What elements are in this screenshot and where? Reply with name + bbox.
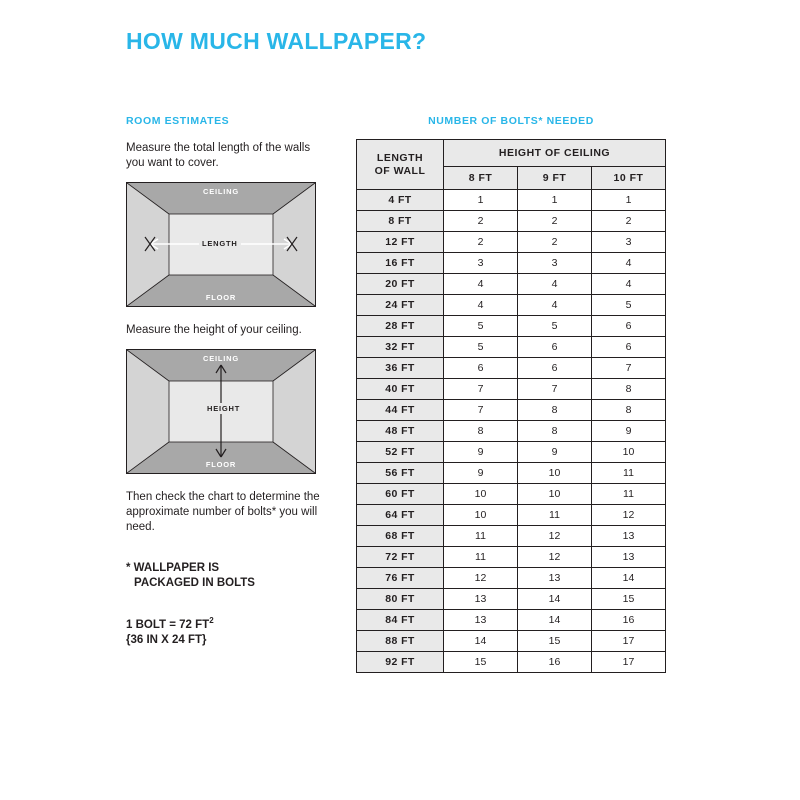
cell-bolts-10ft: 4	[592, 253, 666, 274]
table-row	[357, 253, 666, 274]
cell-bolts-8ft: 2	[444, 232, 518, 253]
column-header-10ft: 10 FT	[592, 167, 666, 190]
row-header-length: 4 FT	[357, 190, 444, 211]
cell-bolts-8ft: 11	[444, 526, 518, 547]
cell-bolts-8ft: 4	[444, 274, 518, 295]
bolt-equivalence-area: 1 BOLT = 72 FT	[126, 618, 210, 631]
cell-bolts-10ft: 5	[592, 295, 666, 316]
row-header-length: 24 FT	[357, 295, 444, 316]
table-header-row-1	[357, 140, 666, 167]
row-header-length: 36 FT	[357, 358, 444, 379]
table-row	[357, 211, 666, 232]
cell-bolts-9ft: 14	[518, 610, 592, 631]
cell-bolts-10ft: 13	[592, 526, 666, 547]
bolts-note-line-2: PACKAGED IN BOLTS	[134, 577, 255, 589]
cell-bolts-10ft: 14	[592, 568, 666, 589]
row-header-length: 8 FT	[357, 211, 444, 232]
cell-bolts-10ft: 6	[592, 316, 666, 337]
cell-bolts-9ft: 4	[518, 295, 592, 316]
table-row	[357, 463, 666, 484]
row-header-length: 28 FT	[357, 316, 444, 337]
room-diagram-height	[126, 349, 316, 474]
table-row	[357, 652, 666, 673]
table-row	[357, 337, 666, 358]
table-row	[357, 274, 666, 295]
cell-bolts-8ft: 5	[444, 316, 518, 337]
cell-bolts-9ft: 8	[518, 400, 592, 421]
table-row	[357, 526, 666, 547]
height-dimension-label: HEIGHT	[204, 403, 243, 414]
page-title: HOW MUCH WALLPAPER?	[126, 28, 427, 54]
cell-bolts-8ft: 14	[444, 631, 518, 652]
table-row	[357, 547, 666, 568]
table-row	[357, 631, 666, 652]
row-header-length: 56 FT	[357, 463, 444, 484]
cell-bolts-9ft: 4	[518, 274, 592, 295]
cell-bolts-10ft: 11	[592, 463, 666, 484]
cell-bolts-9ft: 10	[518, 484, 592, 505]
row-header-length: 72 FT	[357, 547, 444, 568]
cell-bolts-8ft: 7	[444, 379, 518, 400]
cell-bolts-9ft: 2	[518, 232, 592, 253]
row-header-length: 44 FT	[357, 400, 444, 421]
cell-bolts-9ft: 16	[518, 652, 592, 673]
cell-bolts-10ft: 11	[592, 484, 666, 505]
column-header-8ft: 8 FT	[444, 167, 518, 190]
length-header-line-2: OF WALL	[374, 164, 426, 177]
room-estimates-section	[126, 115, 336, 648]
column-header-9ft: 9 FT	[518, 167, 592, 190]
cell-bolts-8ft: 15	[444, 652, 518, 673]
height-of-ceiling-header: HEIGHT OF CEILING	[444, 140, 666, 167]
table-row	[357, 610, 666, 631]
cell-bolts-8ft: 11	[444, 547, 518, 568]
row-header-length: 40 FT	[357, 379, 444, 400]
table-row	[357, 232, 666, 253]
cell-bolts-9ft: 5	[518, 316, 592, 337]
bolt-equivalence-exponent: 2	[209, 616, 214, 625]
cell-bolts-10ft: 7	[592, 358, 666, 379]
table-row	[357, 400, 666, 421]
cell-bolts-8ft: 13	[444, 589, 518, 610]
cell-bolts-10ft: 3	[592, 232, 666, 253]
table-row	[357, 190, 666, 211]
cell-bolts-8ft: 9	[444, 442, 518, 463]
cell-bolts-10ft: 9	[592, 421, 666, 442]
row-header-length: 16 FT	[357, 253, 444, 274]
row-header-length: 64 FT	[357, 505, 444, 526]
table-row	[357, 295, 666, 316]
row-header-length: 80 FT	[357, 589, 444, 610]
instruction-measure-height: Measure the height of your ceiling.	[126, 324, 302, 336]
row-header-length: 84 FT	[357, 610, 444, 631]
cell-bolts-8ft: 13	[444, 610, 518, 631]
cell-bolts-9ft: 12	[518, 547, 592, 568]
cell-bolts-8ft: 10	[444, 505, 518, 526]
cell-bolts-9ft: 6	[518, 337, 592, 358]
row-header-length: 52 FT	[357, 442, 444, 463]
row-header-length: 68 FT	[357, 526, 444, 547]
cell-bolts-9ft: 6	[518, 358, 592, 379]
table-body	[357, 190, 666, 673]
length-of-wall-header	[357, 140, 444, 190]
row-header-length: 20 FT	[357, 274, 444, 295]
cell-bolts-9ft: 15	[518, 631, 592, 652]
instruction-measure-length: Measure the total length of the walls you want to cover.	[126, 142, 311, 169]
table-row	[357, 316, 666, 337]
cell-bolts-8ft: 8	[444, 421, 518, 442]
room-diagram-length	[126, 182, 316, 307]
cell-bolts-10ft: 1	[592, 190, 666, 211]
cell-bolts-10ft: 4	[592, 274, 666, 295]
bolt-equivalence-dims: {36 IN X 24 FT}	[126, 633, 207, 646]
cell-bolts-8ft: 9	[444, 463, 518, 484]
section-heading: ROOM ESTIMATES	[126, 115, 230, 127]
row-header-length: 92 FT	[357, 652, 444, 673]
bolt-equivalence	[126, 613, 336, 648]
cell-bolts-10ft: 17	[592, 652, 666, 673]
cell-bolts-10ft: 15	[592, 589, 666, 610]
bolts-table-section	[356, 115, 666, 673]
cell-bolts-8ft: 2	[444, 211, 518, 232]
cell-bolts-8ft: 6	[444, 358, 518, 379]
cell-bolts-8ft: 7	[444, 400, 518, 421]
row-header-length: 88 FT	[357, 631, 444, 652]
row-header-length: 48 FT	[357, 421, 444, 442]
cell-bolts-9ft: 11	[518, 505, 592, 526]
ceiling-label: CEILING	[202, 354, 240, 363]
floor-label: FLOOR	[205, 293, 237, 302]
cell-bolts-8ft: 12	[444, 568, 518, 589]
cell-bolts-9ft: 3	[518, 253, 592, 274]
cell-bolts-9ft: 13	[518, 568, 592, 589]
table-row	[357, 589, 666, 610]
cell-bolts-8ft: 4	[444, 295, 518, 316]
cell-bolts-9ft: 9	[518, 442, 592, 463]
cell-bolts-10ft: 17	[592, 631, 666, 652]
cell-bolts-10ft: 2	[592, 211, 666, 232]
cell-bolts-8ft: 1	[444, 190, 518, 211]
table-title: NUMBER OF BOLTS* NEEDED	[428, 115, 594, 127]
cell-bolts-8ft: 5	[444, 337, 518, 358]
table-row	[357, 484, 666, 505]
table-row	[357, 379, 666, 400]
row-header-length: 12 FT	[357, 232, 444, 253]
row-header-length: 76 FT	[357, 568, 444, 589]
cell-bolts-8ft: 10	[444, 484, 518, 505]
bolts-table	[356, 139, 666, 673]
cell-bolts-8ft: 3	[444, 253, 518, 274]
table-row	[357, 421, 666, 442]
cell-bolts-9ft: 10	[518, 463, 592, 484]
cell-bolts-10ft: 6	[592, 337, 666, 358]
bolts-note-line-1: * WALLPAPER IS	[126, 562, 220, 574]
cell-bolts-9ft: 1	[518, 190, 592, 211]
cell-bolts-10ft: 12	[592, 505, 666, 526]
table-head	[357, 140, 666, 190]
cell-bolts-10ft: 13	[592, 547, 666, 568]
cell-bolts-10ft: 8	[592, 379, 666, 400]
cell-bolts-9ft: 2	[518, 211, 592, 232]
wallpaper-bolts-note	[126, 561, 336, 591]
ceiling-label: CEILING	[202, 187, 240, 196]
cell-bolts-10ft: 16	[592, 610, 666, 631]
length-header-line-1: LENGTH	[376, 151, 424, 164]
table-row	[357, 442, 666, 463]
cell-bolts-9ft: 8	[518, 421, 592, 442]
cell-bolts-9ft: 7	[518, 379, 592, 400]
floor-label: FLOOR	[205, 460, 237, 469]
row-header-length: 32 FT	[357, 337, 444, 358]
cell-bolts-9ft: 12	[518, 526, 592, 547]
cell-bolts-10ft: 8	[592, 400, 666, 421]
row-header-length: 60 FT	[357, 484, 444, 505]
cell-bolts-9ft: 14	[518, 589, 592, 610]
cell-bolts-10ft: 10	[592, 442, 666, 463]
length-dimension-label: LENGTH	[199, 238, 241, 249]
table-row	[357, 568, 666, 589]
table-row	[357, 358, 666, 379]
table-row	[357, 505, 666, 526]
instruction-check-chart: Then check the chart to determine the approximate number of bolts* you will need.	[126, 491, 320, 533]
